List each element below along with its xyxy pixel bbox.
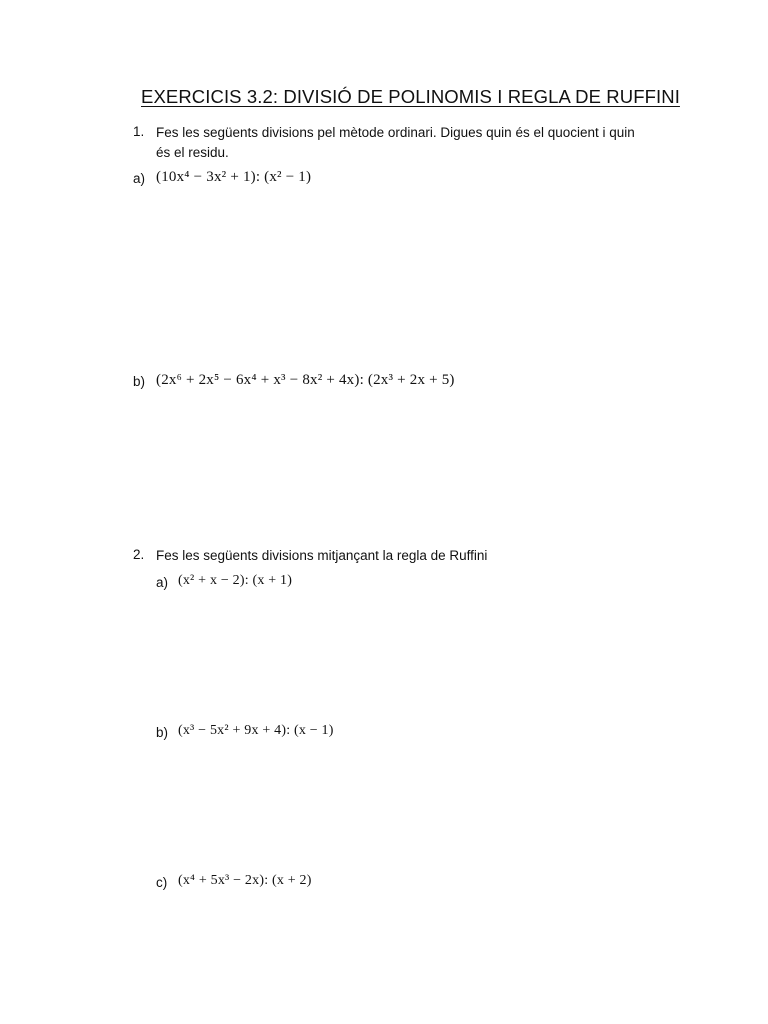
exercise-1-number: 1. — [133, 124, 145, 139]
exercise-1b-label: b) — [133, 374, 146, 389]
page-title: EXERCICIS 3.2: DIVISIÓ DE POLINOMIS I REGLA DE RUFFINI — [141, 86, 680, 107]
exercise-1b-expression: (2x⁶ + 2x⁵ − 6x⁴ + x³ − 8x² + 4x): (2x³ + 2x + 5) — [156, 372, 455, 388]
exercise-1a-expression: (10x⁴ − 3x² + 1): (x² − 1) — [156, 169, 312, 185]
exercise-2-number: 2. — [133, 547, 145, 562]
exercise-2-instruction: Fes les següents divisions mitjançant la regla de Ruffini — [156, 548, 488, 563]
exercise-2a-label: a) — [156, 575, 169, 590]
exercise-2a-expression: (x² + x − 2): (x + 1) — [178, 573, 293, 588]
exercise-2b-expression: (x³ − 5x² + 9x + 4): (x − 1) — [178, 723, 334, 738]
exercise-1a-label: a) — [133, 171, 146, 186]
exercise-2c-expression: (x⁴ + 5x³ − 2x): (x + 2) — [178, 873, 312, 888]
exercise-2b-label: b) — [156, 725, 169, 740]
exercise-1-instruction-line1: Fes les següents divisions pel mètode ordinari. Digues quin és el quocient i quin — [156, 125, 635, 140]
exercise-1-instruction-line2: és el residu. — [156, 145, 229, 160]
exercise-2c-label: c) — [156, 875, 168, 890]
